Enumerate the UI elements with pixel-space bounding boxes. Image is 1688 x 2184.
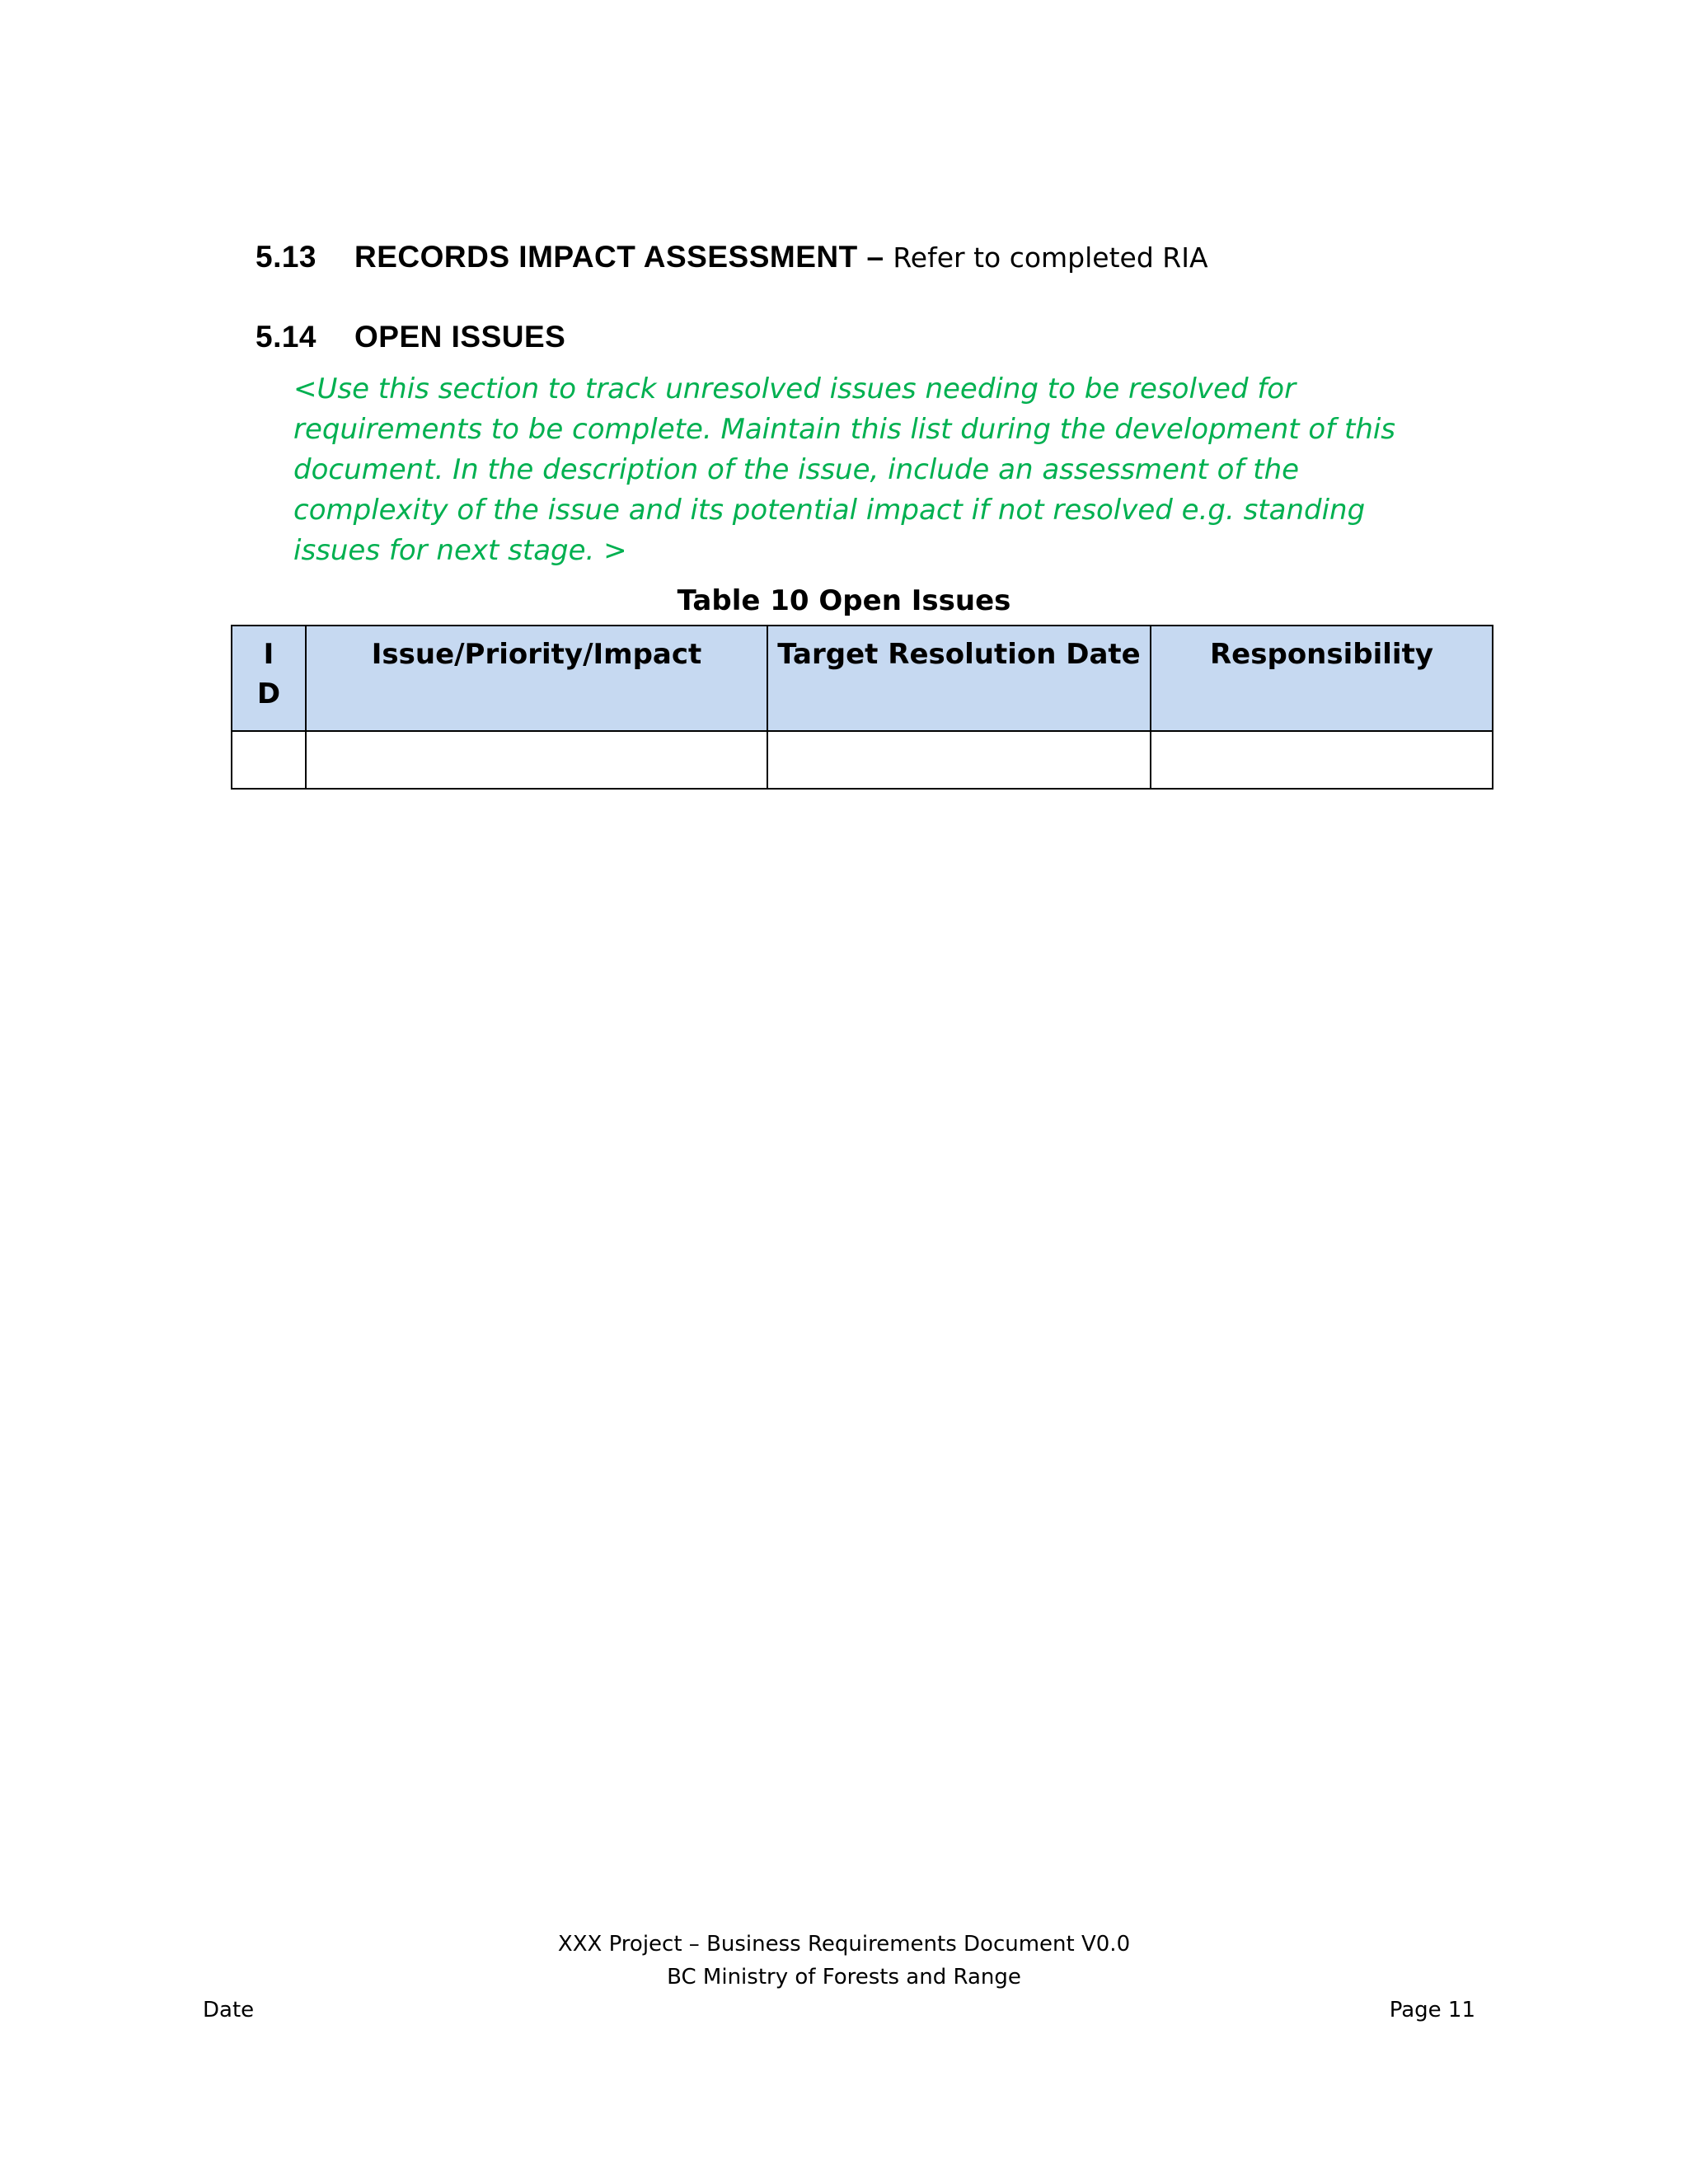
table-row [232, 731, 1493, 789]
cell-target-date [767, 731, 1151, 789]
open-issues-table [231, 625, 1493, 790]
header-responsibility: Responsibility [1151, 626, 1493, 731]
header-id [232, 626, 306, 731]
footer-page-number: Page 11 [1389, 1998, 1475, 2022]
section-number: 5.13 [256, 240, 317, 274]
section-suffix-text: Refer to completed RIA [893, 241, 1208, 274]
header-id-line1: I [263, 638, 274, 671]
cell-id [232, 731, 306, 789]
section-number: 5.14 [256, 320, 317, 354]
table-header-row [232, 626, 1493, 731]
footer-document-title: XXX Project – Business Requirements Document V0.0 [557, 1932, 1131, 1957]
open-issues-instructions: <Use this section to track unresolved issues needing to be resolved for requirements to be complete. Maintain this list during the development of this document. In the description of the issue, include an assessment of the complexity of the issue and its potential impact if not resolved e.g. standing issues for next stage. > [293, 373, 1396, 567]
footer-date: Date [203, 1998, 255, 2022]
cell-responsibility [1151, 731, 1493, 789]
cell-issue [306, 731, 767, 789]
section-title: OPEN ISSUES [354, 320, 566, 354]
header-target-date: Target Resolution Date [767, 626, 1151, 731]
footer-organization: BC Ministry of Forests and Range [667, 1965, 1021, 1990]
section-separator: – [857, 240, 893, 274]
table-caption: Table 10 Open Issues [677, 584, 1011, 617]
header-issue: Issue/Priority/Impact [306, 626, 767, 731]
header-id-line2: D [256, 677, 281, 710]
section-heading-open-issues [256, 321, 565, 352]
section-title: RECORDS IMPACT ASSESSMENT [354, 240, 858, 274]
section-heading-records-impact [256, 241, 1208, 272]
